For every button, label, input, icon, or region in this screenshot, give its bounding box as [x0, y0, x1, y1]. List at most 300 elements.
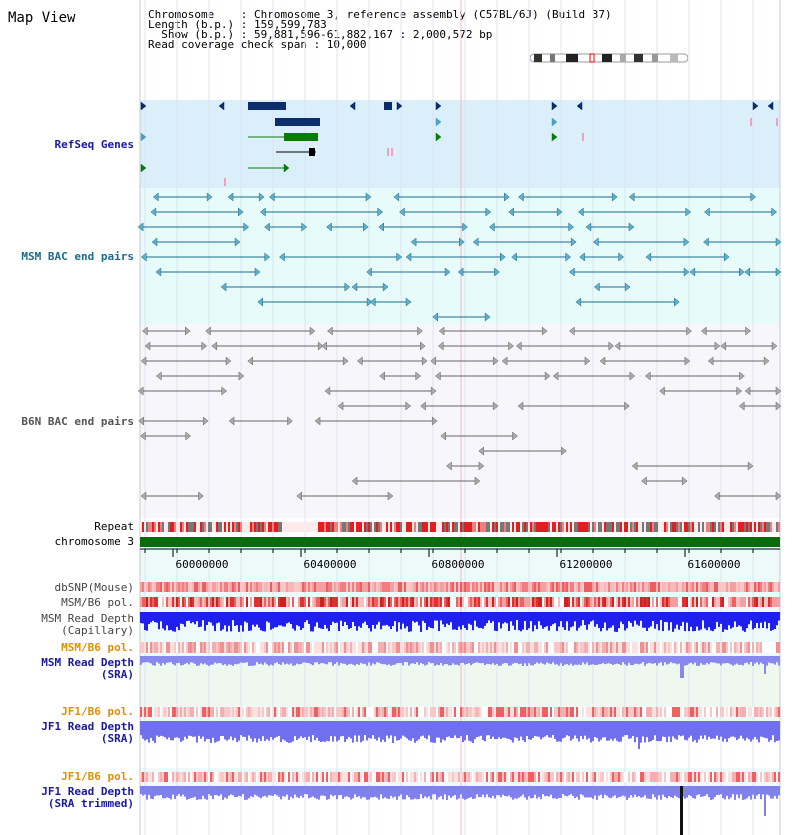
msm-depth-sra-bar	[294, 656, 296, 665]
jf1-pol-2-heat	[634, 772, 636, 782]
jf1-depth-sra-bar	[648, 721, 650, 742]
jf1-depth-trimmed-bar	[164, 786, 166, 798]
jf1-depth-sra-bar	[458, 721, 460, 738]
msm-depth-sra-bar	[188, 656, 190, 664]
dbsnp-heat	[374, 582, 376, 592]
track-label-dbsnp[interactable]: dbSNP(Mouse)	[54, 581, 134, 594]
msm-depth-capillary-bar	[242, 612, 244, 632]
msm-depth-capillary-bar	[228, 612, 230, 626]
msm-depth-capillary-bar	[742, 612, 744, 631]
jf1-pol-2-heat	[514, 772, 516, 782]
jf1-pol-2-heat	[380, 772, 382, 782]
msm-depth-sra-bar	[670, 656, 672, 662]
dbsnp-heat	[352, 582, 354, 592]
msm-pol-sra-heat	[274, 642, 276, 653]
jf1-depth-trimmed-bar	[644, 786, 646, 795]
msm-depth-sra-bar	[576, 656, 578, 665]
msm-pol-heat	[278, 597, 280, 607]
jf1-depth-trimmed-bar	[554, 786, 556, 798]
msm-pol-sra-heat	[302, 642, 304, 653]
track-label-msm-depth-sra[interactable]: MSM Read Depth (SRA)	[41, 656, 134, 681]
jf1-depth-sra-bar	[444, 721, 446, 741]
dbsnp-heat	[724, 582, 726, 592]
msm-pol-sra-heat	[316, 642, 318, 653]
jf1-pol-heat	[302, 707, 304, 717]
msm-pol-heat	[396, 597, 398, 607]
msm-depth-sra-bar	[318, 656, 320, 664]
jf1-depth-sra-bar	[420, 721, 422, 736]
jf1-depth-sra-bar	[374, 721, 376, 739]
jf1-depth-trimmed-bar	[634, 786, 636, 795]
jf1-pol-heat	[448, 707, 450, 717]
dbsnp-heat	[408, 582, 410, 592]
jf1-depth-sra-bar	[562, 721, 564, 738]
msm-pol-sra-heat	[512, 642, 514, 653]
msm-pol-sra-heat	[166, 642, 168, 653]
jf1-depth-trimmed-bar	[416, 786, 418, 799]
jf1-depth-trimmed-bar	[334, 786, 336, 795]
msm-depth-capillary-bar	[306, 612, 308, 620]
msm-pol-sra-heat	[352, 642, 354, 653]
msm-depth-sra-bar	[440, 656, 442, 663]
dbsnp-heat	[502, 582, 504, 592]
jf1-pol-2-heat	[698, 772, 700, 782]
jf1-depth-sra-bar	[776, 721, 778, 741]
jf1-pol-2-heat	[662, 772, 664, 782]
jf1-depth-trimmed-bar	[464, 786, 466, 800]
jf1-depth-sra-bar	[200, 721, 202, 739]
dbsnp-heat	[540, 582, 542, 592]
msm-depth-sra-bar	[500, 656, 502, 665]
msm-depth-capillary-bar	[546, 612, 548, 626]
jf1-pol-2-heat	[178, 772, 180, 782]
msm-depth-capillary-bar	[740, 612, 742, 627]
jf1-pol-2-heat	[300, 772, 302, 782]
msm-pol-heat	[354, 597, 356, 607]
msm-depth-sra-bar	[504, 656, 506, 663]
jf1-depth-trimmed-bar	[470, 786, 472, 797]
msm-depth-capillary-bar	[400, 612, 402, 629]
msm-depth-sra-bar	[764, 656, 766, 674]
jf1-pol-heat	[432, 707, 434, 717]
msm-pol-heat	[226, 597, 228, 607]
msm-depth-sra-bar	[348, 656, 350, 664]
msm-depth-sra-bar	[360, 656, 362, 663]
jf1-pol-2-heat	[474, 772, 476, 782]
msm-depth-capillary-bar	[644, 612, 646, 628]
jf1-depth-trimmed-bar	[458, 786, 460, 798]
jf1-pol-2-heat	[202, 772, 204, 782]
msm-pol-heat	[142, 597, 144, 607]
msm-depth-capillary-bar	[558, 612, 560, 627]
msm-depth-sra-bar	[266, 656, 268, 664]
msm-pol-sra-heat	[596, 642, 598, 653]
msm-pol-heat	[332, 597, 334, 607]
jf1-depth-trimmed-bar	[336, 786, 338, 799]
jf1-depth-sra-bar	[140, 721, 142, 735]
msm-depth-sra-bar	[614, 656, 616, 664]
msm-pol-sra-heat	[164, 642, 166, 653]
msm-pol-heat	[178, 597, 180, 607]
track-label-jf1-b6-pol[interactable]: JF1/B6 pol.	[61, 705, 134, 718]
dbsnp-heat	[236, 582, 238, 592]
msm-depth-sra-bar	[418, 656, 420, 665]
msm-pol-heat	[568, 597, 570, 607]
jf1-pol-2-heat	[604, 772, 606, 782]
dbsnp-heat	[242, 582, 244, 592]
msm-pol-heat	[630, 597, 632, 607]
dbsnp-heat	[754, 582, 756, 592]
msm-pol-heat	[310, 597, 312, 607]
jf1-depth-sra-bar	[474, 721, 476, 739]
dbsnp-heat	[614, 582, 616, 592]
dbsnp-heat	[638, 582, 640, 592]
msm-depth-sra-bar	[646, 656, 648, 664]
msm-pol-heat	[176, 597, 178, 607]
jf1-pol-heat	[668, 707, 670, 717]
msm-pol-sra-heat	[640, 642, 642, 653]
msm-pol-heat	[776, 597, 778, 607]
jf1-depth-sra-bar	[584, 721, 586, 736]
jf1-depth-sra-bar	[442, 721, 444, 739]
jf1-depth-sra-bar	[410, 721, 412, 741]
msm-depth-sra-bar	[540, 656, 542, 663]
jf1-depth-sra-bar	[714, 721, 716, 739]
jf1-depth-sra-bar	[182, 721, 184, 741]
msm-depth-sra-bar	[734, 656, 736, 665]
msm-pol-heat	[414, 597, 416, 607]
dbsnp-heat	[372, 582, 374, 592]
jf1-depth-sra-bar	[150, 721, 152, 738]
jf1-depth-sra-bar	[644, 721, 646, 742]
msm-depth-sra-bar	[602, 656, 604, 663]
msm-depth-capillary-bar	[230, 612, 232, 631]
msm-pol-heat	[418, 597, 420, 607]
msm-pol-heat	[718, 597, 720, 607]
dbsnp-heat	[330, 582, 332, 592]
jf1-pol-2-heat	[326, 772, 328, 782]
dbsnp-heat	[488, 582, 490, 592]
msm-pol-heat	[524, 597, 526, 607]
jf1-pol-2-heat	[742, 772, 744, 782]
msm-pol-sra-heat	[532, 642, 534, 653]
jf1-pol-heat	[186, 707, 188, 717]
jf1-depth-sra-bar	[630, 721, 632, 738]
track-label-msm-b6-pol-sra[interactable]: MSM/B6 pol.	[61, 641, 134, 654]
msm-pol-heat	[620, 597, 622, 607]
msm-depth-capillary-bar	[726, 612, 728, 630]
dbsnp-heat	[224, 582, 226, 592]
msm-pol-sra-heat	[190, 642, 192, 653]
jf1-depth-trimmed-bar	[700, 786, 702, 797]
jf1-depth-trimmed-bar	[224, 786, 226, 798]
msm-depth-capillary-bar	[156, 612, 158, 623]
dbsnp-heat	[672, 582, 674, 592]
msm-pol-heat	[460, 597, 462, 607]
jf1-depth-sra-bar	[708, 721, 710, 737]
track-label-refseq[interactable]: RefSeq Genes	[54, 138, 134, 151]
jf1-pol-2-heat	[538, 772, 540, 782]
jf1-pol-heat	[650, 707, 652, 717]
jf1-depth-trimmed-bar	[760, 786, 762, 799]
jf1-pol-2-heat	[144, 772, 146, 782]
jf1-depth-sra-bar	[256, 721, 258, 743]
jf1-depth-trimmed-bar	[684, 786, 686, 799]
msm-depth-capillary-bar	[188, 612, 190, 621]
dbsnp-heat	[530, 582, 532, 592]
jf1-depth-trimmed-bar	[772, 786, 774, 799]
msm-depth-sra-bar	[204, 656, 206, 663]
jf1-depth-trimmed-bar	[200, 786, 202, 799]
jf1-pol-heat	[206, 707, 208, 717]
msm-pol-sra-heat	[544, 642, 546, 653]
msm-depth-capillary-bar	[314, 612, 316, 627]
dbsnp-heat	[146, 582, 148, 592]
jf1-depth-sra-bar	[556, 721, 558, 742]
msm-depth-sra-bar	[262, 656, 264, 665]
jf1-pol-heat	[436, 707, 438, 717]
dbsnp-heat	[590, 582, 592, 592]
msm-pol-heat	[254, 597, 256, 607]
dbsnp-heat	[544, 582, 546, 592]
msm-pol-heat	[266, 597, 268, 607]
msm-depth-sra-bar	[420, 656, 422, 663]
jf1-depth-trimmed-bar	[426, 786, 428, 798]
msm-pol-sra-heat	[260, 642, 262, 653]
dbsnp-heat	[254, 582, 256, 592]
dbsnp-heat	[762, 582, 764, 592]
msm-depth-sra-bar	[218, 656, 220, 663]
dbsnp-heat	[170, 582, 172, 592]
msm-depth-sra-bar	[476, 656, 478, 662]
jf1-pol-heat	[140, 707, 142, 717]
msm-pol-sra-heat	[696, 642, 698, 653]
jf1-pol-2-heat	[364, 772, 366, 782]
jf1-pol-2-heat	[258, 772, 260, 782]
msm-depth-capillary-bar	[568, 612, 570, 631]
jf1-pol-heat	[532, 707, 534, 717]
msm-pol-heat	[350, 597, 352, 607]
jf1-depth-sra-bar	[588, 721, 590, 738]
msm-pol-sra-heat	[604, 642, 606, 653]
msm-pol-heat	[650, 597, 652, 607]
msm-depth-sra-bar	[638, 656, 640, 664]
msm-pol-sra-heat	[486, 642, 488, 653]
msm-depth-capillary-bar	[358, 612, 360, 626]
jf1-depth-trimmed-bar	[512, 786, 514, 800]
track-label-jf1-b6-pol-2[interactable]: JF1/B6 pol.	[61, 770, 134, 783]
jf1-depth-sra-bar	[522, 721, 524, 740]
jf1-pol-heat	[452, 707, 454, 717]
msm-depth-capillary-bar	[538, 612, 540, 621]
jf1-pol-heat	[430, 707, 432, 717]
chromosome-ideogram[interactable]	[530, 53, 688, 63]
dbsnp-heat	[768, 582, 770, 592]
jf1-pol-heat	[198, 707, 200, 717]
jf1-depth-trimmed-bar	[280, 786, 282, 799]
msm-pol-sra-heat	[578, 642, 580, 653]
msm-depth-capillary-bar	[434, 612, 436, 621]
track-label-msm-depth-capillary[interactable]: MSM Read Depth (Capillary)	[41, 612, 134, 637]
msm-pol-sra-heat	[254, 642, 256, 653]
jf1-depth-sra-bar	[632, 721, 634, 736]
jf1-depth-trimmed-bar	[382, 786, 384, 799]
msm-pol-sra-heat	[630, 642, 632, 653]
msm-pol-sra-heat	[412, 642, 414, 653]
jf1-pol-heat	[332, 707, 334, 717]
msm-pol-sra-heat	[664, 642, 666, 653]
msm-depth-capillary-bar	[226, 612, 228, 632]
msm-pol-heat	[338, 597, 340, 607]
jf1-depth-sra-bar	[392, 721, 394, 743]
jf1-depth-sra-bar	[694, 721, 696, 740]
jf1-depth-sra-bar	[314, 721, 316, 740]
dbsnp-heat	[162, 582, 164, 592]
msm-depth-sra-bar	[688, 656, 690, 664]
jf1-depth-sra-bar	[158, 721, 160, 737]
jf1-depth-sra-bar	[700, 721, 702, 736]
jf1-pol-2-heat	[752, 772, 754, 782]
msm-depth-sra-bar	[206, 656, 208, 665]
jf1-depth-trimmed-bar	[556, 786, 558, 799]
msm-depth-sra-bar	[428, 656, 430, 662]
jf1-pol-2-heat	[330, 772, 332, 782]
dbsnp-heat	[584, 582, 586, 592]
jf1-depth-sra-bar	[738, 721, 740, 739]
jf1-pol-heat	[670, 707, 672, 717]
msm-pol-heat	[660, 597, 662, 607]
msm-pol-sra-heat	[268, 642, 270, 653]
msm-pol-sra-heat	[688, 642, 690, 653]
msm-pol-sra-heat	[312, 642, 314, 653]
msm-depth-capillary-bar	[584, 612, 586, 625]
msm-depth-capillary-bar	[302, 612, 304, 628]
track-label-msm-bac[interactable]: MSM BAC end pairs	[21, 250, 134, 263]
dbsnp-heat	[200, 582, 202, 592]
jf1-depth-trimmed-bar	[408, 786, 410, 797]
msm-depth-sra-bar	[460, 656, 462, 663]
dbsnp-heat	[518, 582, 520, 592]
dbsnp-heat	[164, 582, 166, 592]
msm-depth-capillary-bar	[362, 612, 364, 623]
dbsnp-heat	[452, 582, 454, 592]
jf1-pol-2-heat	[186, 772, 188, 782]
jf1-pol-2-heat	[686, 772, 688, 782]
dbsnp-heat	[572, 582, 574, 592]
msm-depth-capillary-bar	[460, 612, 462, 629]
dbsnp-heat	[596, 582, 598, 592]
msm-pol-sra-heat	[228, 642, 230, 653]
jf1-depth-sra-bar	[754, 721, 756, 737]
jf1-pol-2-heat	[154, 772, 156, 782]
jf1-pol-2-heat	[158, 772, 160, 782]
jf1-depth-sra-bar	[690, 721, 692, 736]
dbsnp-heat	[712, 582, 714, 592]
jf1-pol-heat	[690, 707, 692, 717]
msm-pol-heat	[364, 597, 366, 607]
jf1-depth-trimmed-bar	[500, 786, 502, 797]
jf1-pol-heat	[236, 707, 238, 717]
jf1-pol-heat	[200, 707, 202, 717]
gene-mark	[387, 148, 389, 156]
track-label-repeat[interactable]: Repeat	[94, 520, 134, 533]
jf1-pol-2-heat	[402, 772, 404, 782]
jf1-depth-sra-bar	[676, 721, 678, 740]
msm-depth-sra-bar	[682, 656, 684, 678]
msm-pol-sra-heat	[222, 642, 224, 653]
msm-pol-heat	[256, 597, 258, 607]
track-label-b6n-bac[interactable]: B6N BAC end pairs	[21, 415, 134, 428]
msm-pol-sra-heat	[674, 642, 676, 653]
msm-depth-sra-bar	[256, 656, 258, 662]
msm-depth-capillary-bar	[184, 612, 186, 627]
msm-pol-heat	[166, 597, 168, 607]
jf1-depth-trimmed-bar	[174, 786, 176, 799]
jf1-depth-sra-bar	[230, 721, 232, 737]
jf1-pol-heat	[496, 707, 498, 717]
jf1-depth-trimmed-bar	[640, 786, 642, 798]
jf1-pol-2-heat	[286, 772, 288, 782]
jf1-pol-2-heat	[544, 772, 546, 782]
msm-pol-sra-heat	[462, 642, 464, 653]
msm-pol-sra-heat	[746, 642, 748, 653]
jf1-depth-sra-bar	[502, 721, 504, 738]
jf1-depth-trimmed-bar	[222, 786, 224, 800]
track-label-jf1-depth-sra[interactable]: JF1 Read Depth (SRA)	[41, 720, 134, 745]
msm-depth-capillary-bar	[206, 612, 208, 625]
msm-depth-capillary-bar	[730, 612, 732, 629]
jf1-depth-sra-bar	[746, 721, 748, 738]
jf1-depth-trimmed-bar	[718, 786, 720, 795]
jf1-pol-heat	[556, 707, 558, 717]
jf1-pol-2-heat	[220, 772, 222, 782]
jf1-depth-trimmed-bar	[392, 786, 394, 798]
dbsnp-heat	[696, 582, 698, 592]
jf1-depth-sra-bar	[236, 721, 238, 742]
jf1-pol-heat	[214, 707, 216, 717]
msm-depth-capillary-bar	[278, 612, 280, 625]
track-label-jf1-depth-trimmed[interactable]: JF1 Read Depth (SRA trimmed)	[41, 785, 134, 810]
jf1-depth-sra-bar	[678, 721, 680, 735]
dbsnp-heat	[618, 582, 620, 592]
jf1-pol-heat	[750, 707, 752, 717]
jf1-depth-trimmed-bar	[156, 786, 158, 795]
msm-depth-sra-bar	[334, 656, 336, 664]
msm-pol-heat	[312, 597, 314, 607]
msm-pol-sra-heat	[612, 642, 614, 653]
msm-depth-sra-bar	[228, 656, 230, 664]
msm-pol-heat	[438, 597, 440, 607]
msm-depth-sra-bar	[728, 656, 730, 663]
track-label-chromosome[interactable]: chromosome 3	[54, 535, 134, 548]
jf1-depth-sra-bar	[642, 721, 644, 736]
jf1-depth-sra-bar	[168, 721, 170, 738]
msm-depth-capillary-bar	[616, 612, 618, 632]
track-label-msm-b6-pol[interactable]: MSM/B6 pol.	[61, 596, 134, 609]
jf1-depth-sra-bar	[494, 721, 496, 739]
dbsnp-heat	[270, 582, 272, 592]
msm-depth-sra-bar	[558, 656, 560, 666]
dbsnp-heat	[356, 582, 358, 592]
jf1-pol-2-heat	[704, 772, 706, 782]
msm-pol-sra-heat	[210, 642, 212, 653]
msm-pol-sra-heat	[436, 642, 438, 653]
msm-pol-sra-heat	[226, 642, 228, 653]
jf1-depth-sra-bar	[198, 721, 200, 736]
dbsnp-heat	[262, 582, 264, 592]
msm-pol-sra-heat	[506, 642, 508, 653]
jf1-depth-trimmed-bar	[166, 786, 168, 798]
